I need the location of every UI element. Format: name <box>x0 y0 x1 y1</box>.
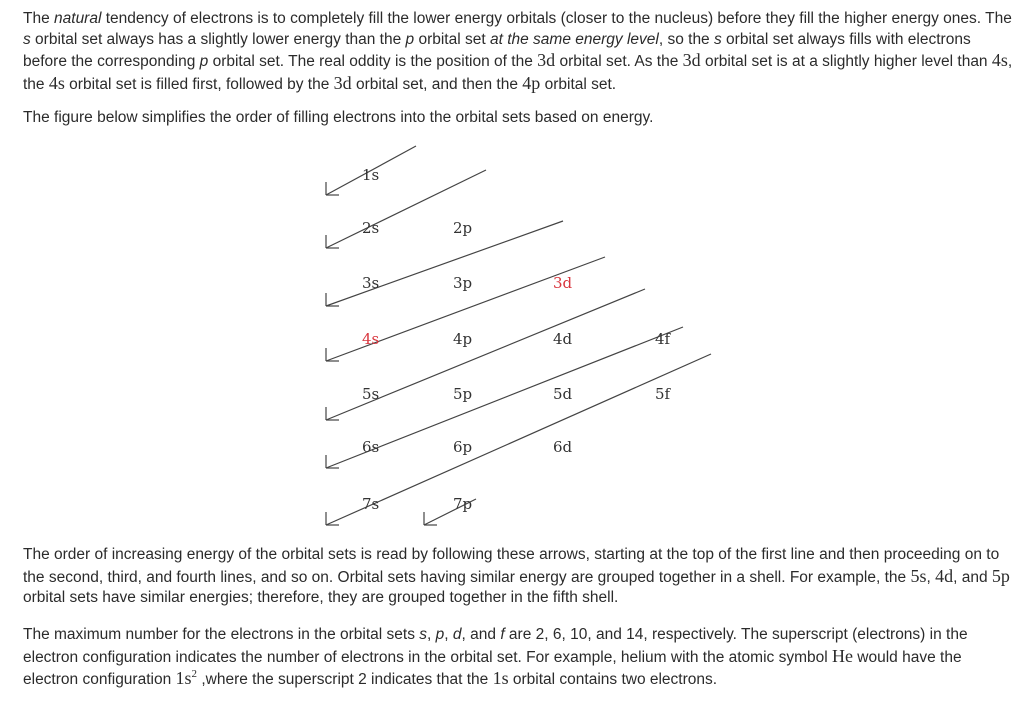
orbital-label-5f: 5f <box>655 385 671 403</box>
text-run: are 2, 6, 10, and 14, respectively. The superscript (electrons) in the electron configuration indicates the number of electrons in the orbital set. For example, helium with the atomic symbol <box>23 626 968 666</box>
orbital-label-7s: 7s <box>362 495 380 513</box>
emphasis-f: f <box>500 626 505 643</box>
orbital-label-3p: 3p <box>453 274 473 292</box>
math-3d: 3d <box>333 72 352 93</box>
orbital-label-1s: 1s <box>362 166 380 184</box>
text-run: orbital set always has a slightly lower energy than the <box>30 30 406 48</box>
orbital-label-4f: 4f <box>655 330 671 348</box>
orbital-filling-order-diagram <box>300 135 740 535</box>
figure-caption-paragraph: The figure below simplifies the order of filling electrons into the orbital sets based on energy. <box>23 109 654 126</box>
text-run: orbital sets have similar energies; therefore, they are grouped together in the fifth shell. <box>23 589 619 606</box>
emphasis-p: p <box>405 30 415 48</box>
orbital-label-5d: 5d <box>553 385 573 403</box>
math-4p: 4p <box>522 72 541 93</box>
text-run: orbital set. As the <box>555 53 683 70</box>
math-he: He <box>831 645 853 666</box>
text-run: orbital set <box>414 30 490 48</box>
math-config-1s2 <box>176 668 198 688</box>
math-5s: 5s <box>910 565 927 586</box>
emphasis-p: p <box>435 626 445 643</box>
intro-paragraph <box>23 9 1015 95</box>
text-run: , and <box>953 568 992 586</box>
text-run: orbital set is at a slightly higher level than <box>700 53 992 70</box>
emphasis-s: s <box>23 30 31 48</box>
math-4d: 4d <box>935 565 954 586</box>
orbital-label-2s: 2s <box>362 219 380 237</box>
orbital-label-5s: 5s <box>362 385 380 403</box>
orbital-label-4d: 4d <box>553 330 573 348</box>
text-run: orbital set is filled first, followed by the <box>64 75 334 93</box>
math-3d: 3d <box>537 50 556 70</box>
math-5p: 5p <box>991 565 1010 586</box>
arrow-heads <box>326 182 437 525</box>
orbital-label-6d: 6d <box>553 438 573 456</box>
electron-count-paragraph <box>23 625 1015 691</box>
math-1s: 1s <box>492 668 509 688</box>
text-run: , <box>444 626 453 643</box>
text-run: The order of increasing energy of the orbital sets is read by following these arrows, starting at the top of the first line and then proceeding on to the second, third, and fourth lines, and so on. Orbital sets having similar energy are grouped together in a shell. For example, the <box>23 546 1000 586</box>
orbital-label-6s: 6s <box>362 438 380 456</box>
emphasis-s: s <box>714 30 722 48</box>
orbital-label-6p: 6p <box>453 438 473 456</box>
emphasis-natural: natural <box>54 10 102 27</box>
math-4s: 4s <box>48 72 65 93</box>
text-run: orbital set always fills with electrons before the corresponding <box>23 30 971 70</box>
emphasis-p: p <box>199 53 209 70</box>
text-run: , <box>926 568 936 586</box>
text-run: orbital contains two electrons. <box>508 671 718 688</box>
text-run: , and <box>461 626 501 643</box>
config-superscript: 2 <box>191 668 198 680</box>
orbital-label-7p: 7p <box>453 495 473 513</box>
text-run: , <box>427 626 436 643</box>
text-run: ,where the superscript 2 indicates that the <box>197 671 493 688</box>
orbital-label-4s: 4s <box>362 330 380 348</box>
math-3d: 3d <box>682 50 701 70</box>
text-run: orbital set, and then the <box>351 75 523 93</box>
text-run: would have the electron configuration <box>23 648 962 688</box>
reading-order-paragraph <box>23 545 1015 609</box>
emphasis-d: d <box>452 626 462 643</box>
arrow-line-7 <box>326 354 711 525</box>
orbital-label-5p: 5p <box>453 385 473 403</box>
text-run: orbital set. <box>540 75 617 93</box>
text-run: tendency of electrons is to completely fill the lower energy orbitals (closer to the nucleus) before they fill the higher energy ones. The <box>101 10 1012 27</box>
text-run: , the <box>23 53 1013 93</box>
text-run: The maximum number for the electrons in the orbital sets <box>23 626 420 643</box>
orbital-label-4p: 4p <box>453 330 473 348</box>
orbital-label-3s: 3s <box>362 274 380 292</box>
orbital-label-2p: 2p <box>453 219 473 237</box>
text-run: , so the <box>658 30 714 48</box>
text-run: The <box>23 10 55 27</box>
orbital-label-3d: 3d <box>553 274 573 292</box>
emphasis-same-level: at the same energy level <box>489 30 659 48</box>
text-run: orbital set. The real oddity is the position of the <box>208 53 538 70</box>
emphasis-s: s <box>419 626 428 643</box>
math-4s: 4s <box>991 50 1008 70</box>
config-base: 1s <box>175 668 192 688</box>
